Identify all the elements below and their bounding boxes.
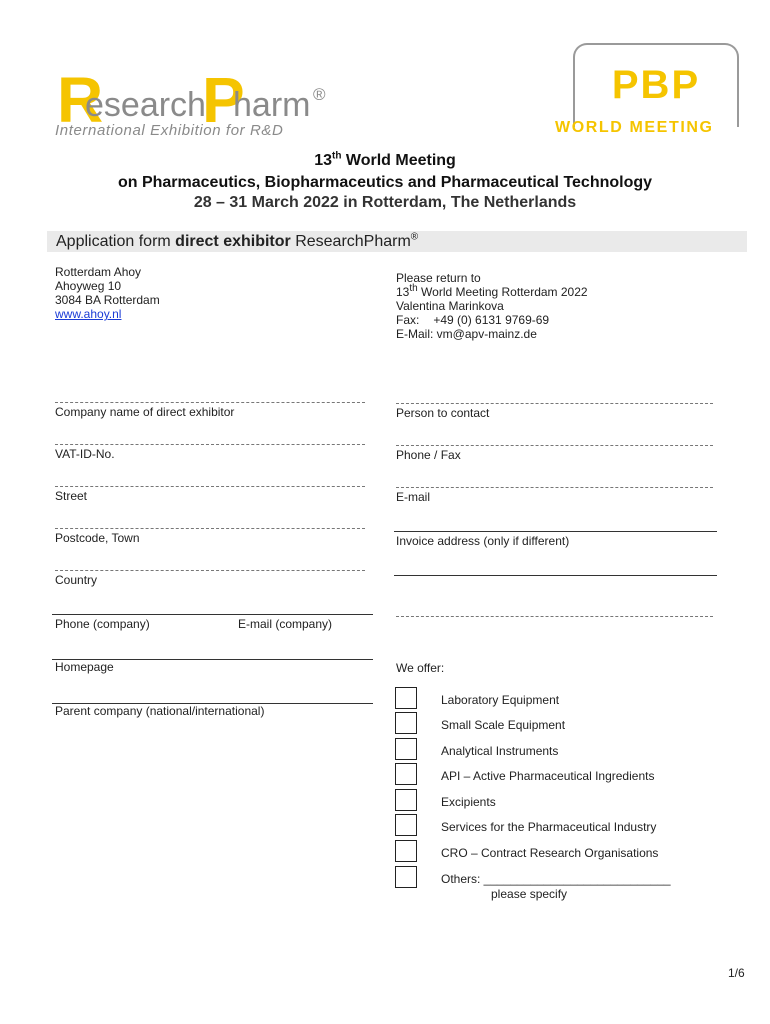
checkbox-excipients[interactable] [395,789,417,811]
offer-others-hint: please specify [491,887,568,901]
postcode-town-label: Postcode, Town [55,531,140,545]
email-company-label: E-mail (company) [238,617,333,631]
logo-letter-r: R [57,64,104,136]
offer-label-laboratory-equipment: Laboratory Equipment [441,693,560,707]
company-name-label: Company name of direct exhibitor [55,405,235,419]
return-fax: Fax: +49 (0) 6131 9769-69 [396,313,550,327]
invoice-address-field[interactable] [394,531,717,532]
pbp-logo-subtitle: WORLD MEETING [555,119,714,136]
phone-company-label: Phone (company) [55,617,150,631]
offer-label-analytical-instruments: Analytical Instruments [441,744,559,758]
invoice-address-line-3[interactable] [396,616,713,617]
event-date-location: 28 – 31 March 2022 in Rotterdam, The Netherlands [193,194,577,211]
offer-label-services: Services for the Pharmaceutical Industry [441,820,657,834]
checkbox-laboratory-equipment[interactable] [395,687,417,709]
homepage-label: Homepage [55,660,114,674]
phone-fax-field[interactable] [396,445,713,446]
event-title-line1: 13th World Meeting [314,150,456,169]
invoice-address-line-2[interactable] [394,575,717,576]
checkbox-services[interactable] [395,814,417,836]
researchpharm-logo [55,66,345,144]
company-name-field[interactable] [55,402,365,403]
vat-id-field[interactable] [55,444,365,445]
street-label: Street [55,489,88,503]
logo-text-esearch: esearch [85,86,206,124]
return-email: E-Mail: vm@apv-mainz.de [396,327,537,341]
logo-registered-mark: ® [313,85,326,104]
country-label: Country [55,573,98,587]
checkbox-api[interactable] [395,763,417,785]
page-number: 1/6 [728,966,745,980]
invoice-address-label: Invoice address (only if different) [396,534,570,548]
checkbox-cro[interactable] [395,840,417,862]
street-field[interactable] [55,486,365,487]
return-heading: Please return to [396,271,481,285]
contact-person-label: Person to contact [396,406,490,420]
checkbox-small-scale-equipment[interactable] [395,712,417,734]
event-title-line2: on Pharmaceutics, Biopharmaceutics and Pharmaceutical Technology [117,174,653,191]
logo-subtitle: International Exhibition for R&D [55,122,284,139]
pbp-logo-text: PBP [611,63,701,107]
pbp-logo [553,43,743,143]
contact-person-field[interactable] [396,403,713,404]
contact-email-label: E-mail [396,490,431,504]
postcode-town-field[interactable] [55,528,365,529]
offer-label-api: API – Active Pharmaceutical Ingredients [441,769,655,783]
vat-id-label: VAT-ID-No. [55,447,115,461]
offer-label-others[interactable]: Others: ____________________________ [441,872,671,886]
venue-website-link[interactable]: www.ahoy.nl [55,307,122,321]
venue-name: Rotterdam Ahoy [55,265,142,279]
contact-email-field[interactable] [396,487,713,488]
checkbox-analytical-instruments[interactable] [395,738,417,760]
application-form-heading: Application form direct exhibitor ResearchPharm® [47,231,747,252]
venue-street: Ahoyweg 10 [55,279,122,293]
return-address [396,271,588,341]
phone-fax-label: Phone / Fax [396,448,461,462]
offer-heading: We offer: [396,661,445,675]
venue-address [55,265,160,321]
return-contact-name: Valentina Marinkova [396,299,504,313]
country-field[interactable] [55,570,365,571]
offer-label-small-scale-equipment: Small Scale Equipment [441,718,566,732]
offer-label-cro: CRO – Contract Research Organisations [441,846,659,860]
logo-text-harm: harm [233,86,311,124]
return-event: 13th World Meeting Rotterdam 2022 [396,283,588,299]
checkbox-others[interactable] [395,866,417,888]
phone-email-company-field[interactable] [52,614,373,615]
logo-letter-p: P [202,64,245,136]
venue-city: 3084 BA Rotterdam [55,293,160,307]
offer-label-excipients: Excipients [441,795,496,809]
pbp-logo-frame [573,43,739,127]
parent-company-label: Parent company (national/international) [55,704,265,718]
